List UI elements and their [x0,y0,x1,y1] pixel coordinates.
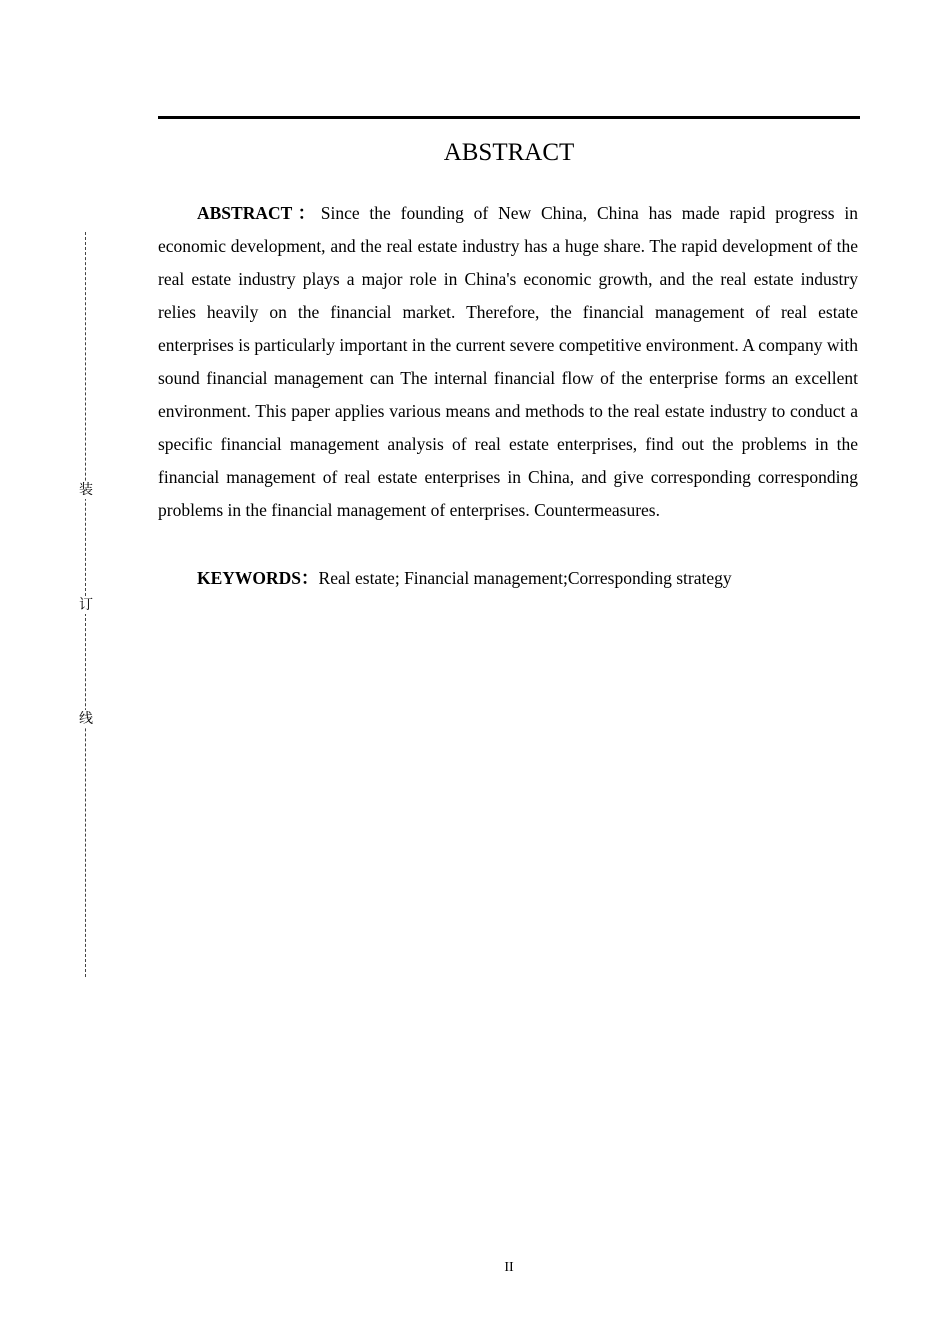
keywords-text: Real estate; Financial management;Corresponding strategy [318,568,732,588]
abstract-text: Since the founding of New China, China has made rapid progress in economic development, and the real estate industry has a huge share. The rapid development of the real estate industry plays a major role in China's economic growth, and the real estate industry relies heavily on the financial market. Therefore, the financial management of real estate enterprises is particularly important in the current severe competitive environment. A company with sound financial management can The internal financial flow of the enterprise forms an excellent environment. This paper applies various means and methods to the real estate industry to conduct a specific financial management analysis of real estate enterprises, find out the problems in the financial management of real estate enterprises in China, and give corresponding corresponding problems in the financial management of enterprises. Countermeasures. [158,203,858,520]
binding-char-ding: 订 [76,596,96,614]
abstract-label: ABSTRACT： [197,203,321,223]
header-rule [158,116,860,119]
binding-char-xian: 线 [76,710,96,728]
keywords-label: KEYWORDS： [197,568,319,588]
page-title: ABSTRACT [443,139,575,166]
binding-char-zhuang: 装 [76,481,96,499]
abstract-paragraph [158,197,858,527]
page-number: II [504,1260,514,1275]
keywords-paragraph [158,562,858,595]
binding-margin [76,232,96,977]
